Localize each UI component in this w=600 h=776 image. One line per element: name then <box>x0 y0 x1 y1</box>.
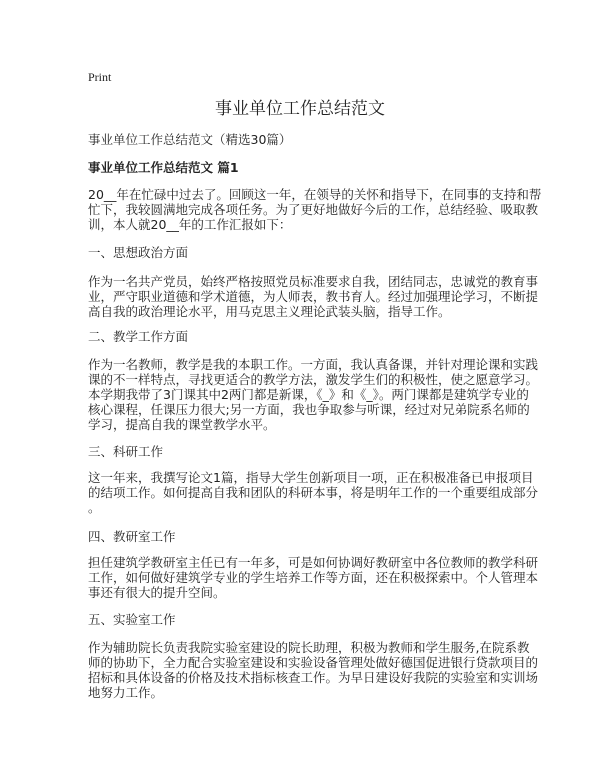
section-paragraph <box>88 555 539 600</box>
text-line: 忙下，我较圆满地完成各项任务。为了更好地做好今后的工作，总结经验、吸取教 <box>88 202 539 217</box>
text-line: 担任建筑学教研室主任已有一年多，可是如何协调好教研室中各位教师的教学科研 <box>88 555 539 570</box>
text-line: 高自我的政治理论水平，用马克思主义理论武装头脑，指导工作。 <box>88 304 451 319</box>
page-title: 事业单位工作总结范文 <box>215 99 385 119</box>
text-line: 本学期我带了3门课其中2两门都是新课，《_》和《_》。两门课都是建筑学专业的 <box>88 387 529 402</box>
text-line: 事还有很大的提升空间。 <box>88 585 226 600</box>
text-line: 工作，如何做好建筑学专业的学生培养工作等方面，还在积极探索中。个人管理本 <box>88 570 539 585</box>
text-line: 。 <box>88 500 101 515</box>
section-paragraph <box>88 357 539 432</box>
section-heading: 四、教研室工作 <box>88 529 176 544</box>
print-link[interactable]: Print <box>88 70 112 84</box>
text-line: 课的不一样特点，寻找更适合的教学方法，激发学生们的积极性，使之愿意学习。 <box>88 372 539 387</box>
text-line: 师的协助下，全力配合实验室建设和实验设备管理处做好德国促进银行贷款项目的 <box>88 655 539 670</box>
text-line: 地努力工作。 <box>88 685 164 700</box>
section-heading: 五、实验室工作 <box>88 612 176 627</box>
text-line: 训，本人就20__年的工作汇报如下： <box>88 217 292 232</box>
section-paragraph <box>88 640 539 700</box>
text-line: 作为辅助院长负责我院实验室建设的院长助理，积极为教师和学生服务,在院系教 <box>88 640 530 655</box>
text-line: 作为一名教师，教学是我的本职工作。一方面，我认真备课，并针对理论课和实践 <box>88 357 539 372</box>
intro-paragraph <box>88 187 542 232</box>
text-line: 20__年在忙碌中过去了。回顾这一年，在领导的关怀和指导下，在同事的支持和帮 <box>88 187 542 202</box>
section-paragraph <box>88 470 539 515</box>
section-heading: 一、思想政治方面 <box>88 245 189 260</box>
text-line: 业，严守职业道德和学术道德，为人师表，教书育人。经过加强理论学习，不断提 <box>88 289 539 304</box>
text-line: 的结项工作。如何提高自我和团队的科研本事，将是明年工作的一个重要组成部分 <box>88 485 539 500</box>
subtitle: 事业单位工作总结范文（精选30篇） <box>88 132 292 147</box>
text-line: 核心课程，任课压力很大;另一方面，我也争取参与听课，经过对兄弟院系名师的 <box>88 402 530 417</box>
section-heading: 二、教学工作方面 <box>88 329 189 344</box>
section-paragraph <box>88 274 539 319</box>
article-heading: 事业单位工作总结范文 篇1 <box>88 160 239 175</box>
text-line: 这一年来，我撰写论文1篇，指导大学生创新项目一项，正在积极准备已申报项目 <box>88 470 534 485</box>
text-line: 作为一名共产党员，始终严格按照党员标准要求自我，团结同志，忠诚党的教育事 <box>88 274 539 289</box>
text-line: 招标和具体设备的价格及技术指标核查工作。为早日建设好我院的实验室和实训场 <box>88 670 539 685</box>
text-line: 学习，提高自我的课堂教学水平。 <box>88 417 276 432</box>
section-heading: 三、科研工作 <box>88 444 164 459</box>
